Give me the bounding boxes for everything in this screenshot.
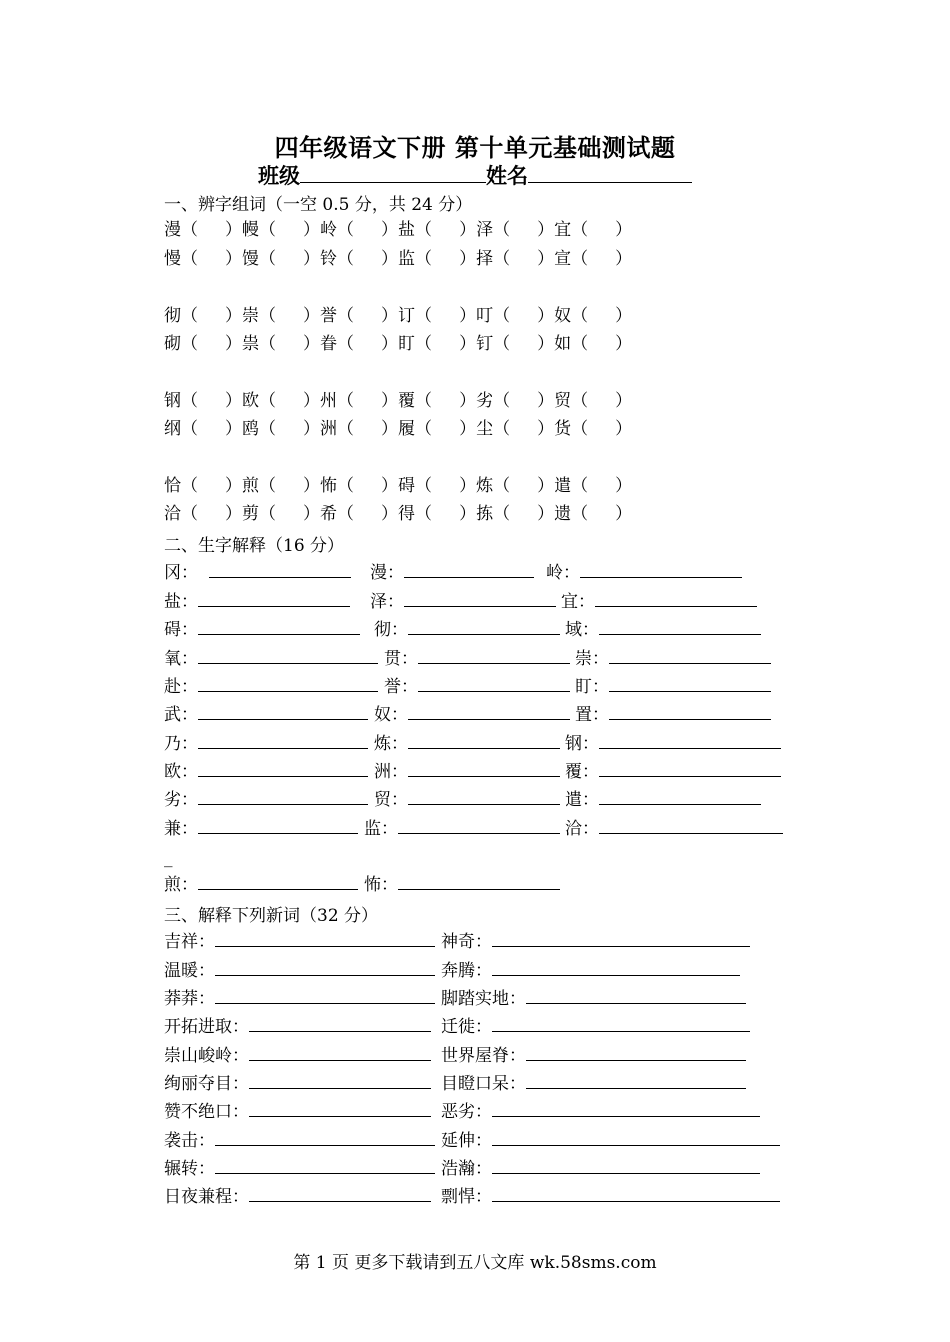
word-definition: 开拓进取： [164,1014,431,1039]
char-definition: 钢： [565,731,781,756]
char-definition: 怖： [364,872,560,897]
char-definition: 监： [364,816,560,841]
word-definition: 神奇： [441,929,750,954]
char-row: 钢（ ）欧（ ）州（ ）覆（ ）劣（ ）贸（ ） [164,391,633,411]
section1-heading: 一、辨字组词（一空 0.5 分，共 24 分） [164,195,473,215]
word-definition: 浩瀚： [441,1156,760,1181]
char-definition: 漫： [370,560,534,585]
char-definition: 奴： [374,702,570,727]
char-row: 彻（ ）崇（ ）誉（ ）订（ ）叮（ ）奴（ ） [164,306,633,326]
class-label: 班级 [258,163,300,188]
char-definition: 赴： [164,674,378,699]
page-footer: 第 1 页 更多下载请到五八文库 wk.58sms.com [293,1253,657,1273]
class-blank [300,162,486,183]
name-label: 姓名 [486,163,528,188]
char-definition: 乃： [164,731,368,756]
word-definition: 崇山峻岭： [164,1043,431,1068]
char-definition: 覆： [565,759,781,784]
word-definition: 世界屋脊： [441,1043,746,1068]
char-definition: 宜： [561,589,757,614]
char-row: 纲（ ）鸥（ ）洲（ ）履（ ）尘（ ）货（ ） [164,419,633,439]
word-definition: 日夜兼程： [164,1184,431,1209]
char-definition: 崇： [575,646,771,671]
char-definition: 武： [164,702,368,727]
word-definition: 迁徙： [441,1014,750,1039]
char-definition: 岭： [546,560,742,585]
char-definition: 遣： [565,787,761,812]
word-definition: 脚踏实地： [441,986,746,1011]
char-row: 漫（ ）幔（ ）岭（ ）盐（ ）泽（ ）宜（ ） [164,220,633,240]
name-blank [528,162,692,183]
char-definition: 域： [565,617,761,642]
char-definition: 贯： [384,646,570,671]
char-definition: 泽： [370,589,556,614]
word-definition: 辗转： [164,1156,435,1181]
word-definition: 赞不绝口： [164,1099,431,1124]
page-title: 四年级语文下册 第十单元基础测试题 [274,133,676,162]
word-definition: 恶劣： [441,1099,760,1124]
char-definition: 兼： [164,816,358,841]
class-name-line [258,160,692,190]
char-definition: 炼： [374,731,560,756]
word-definition: 吉祥： [164,929,435,954]
char-definition: 盯： [575,674,771,699]
char-row: 洽（ ）剪（ ）希（ ）得（ ）拣（ ）遗（ ） [164,504,633,524]
word-definition: 目瞪口呆： [441,1071,746,1096]
char-definition: 氧： [164,646,378,671]
char-definition: 誉： [384,674,570,699]
char-definition: 置： [575,702,771,727]
char-definition: 洽： [565,816,783,841]
section3-heading: 三、解释下列新词（32 分） [164,906,379,926]
word-definition: 剽悍： [441,1184,780,1209]
word-definition: 延伸： [441,1128,780,1153]
char-definition: 劣： [164,787,368,812]
char-definition: 冈： [164,560,351,585]
char-row: 恰（ ）煎（ ）怖（ ）碍（ ）炼（ ）遣（ ） [164,476,633,496]
word-definition: 绚丽夺目： [164,1071,431,1096]
char-definition: 煎： [164,872,358,897]
char-definition: 碍： [164,617,360,642]
word-definition: 袭击： [164,1128,435,1153]
stray-underscore: _ [164,848,173,868]
word-definition: 温暖： [164,958,435,983]
char-definition: 洲： [374,759,560,784]
section2-heading: 二、生字解释（16 分） [164,536,345,556]
char-definition: 彻： [374,617,560,642]
char-row: 慢（ ）馒（ ）铃（ ）监（ ）择（ ）宣（ ） [164,249,633,269]
char-row: 砌（ ）祟（ ）眷（ ）盯（ ）钉（ ）如（ ） [164,334,633,354]
word-definition: 奔腾： [441,958,740,983]
word-definition: 莽莽： [164,986,435,1011]
char-definition: 盐： [164,589,350,614]
char-definition: 欧： [164,759,368,784]
char-definition: 贸： [374,787,560,812]
